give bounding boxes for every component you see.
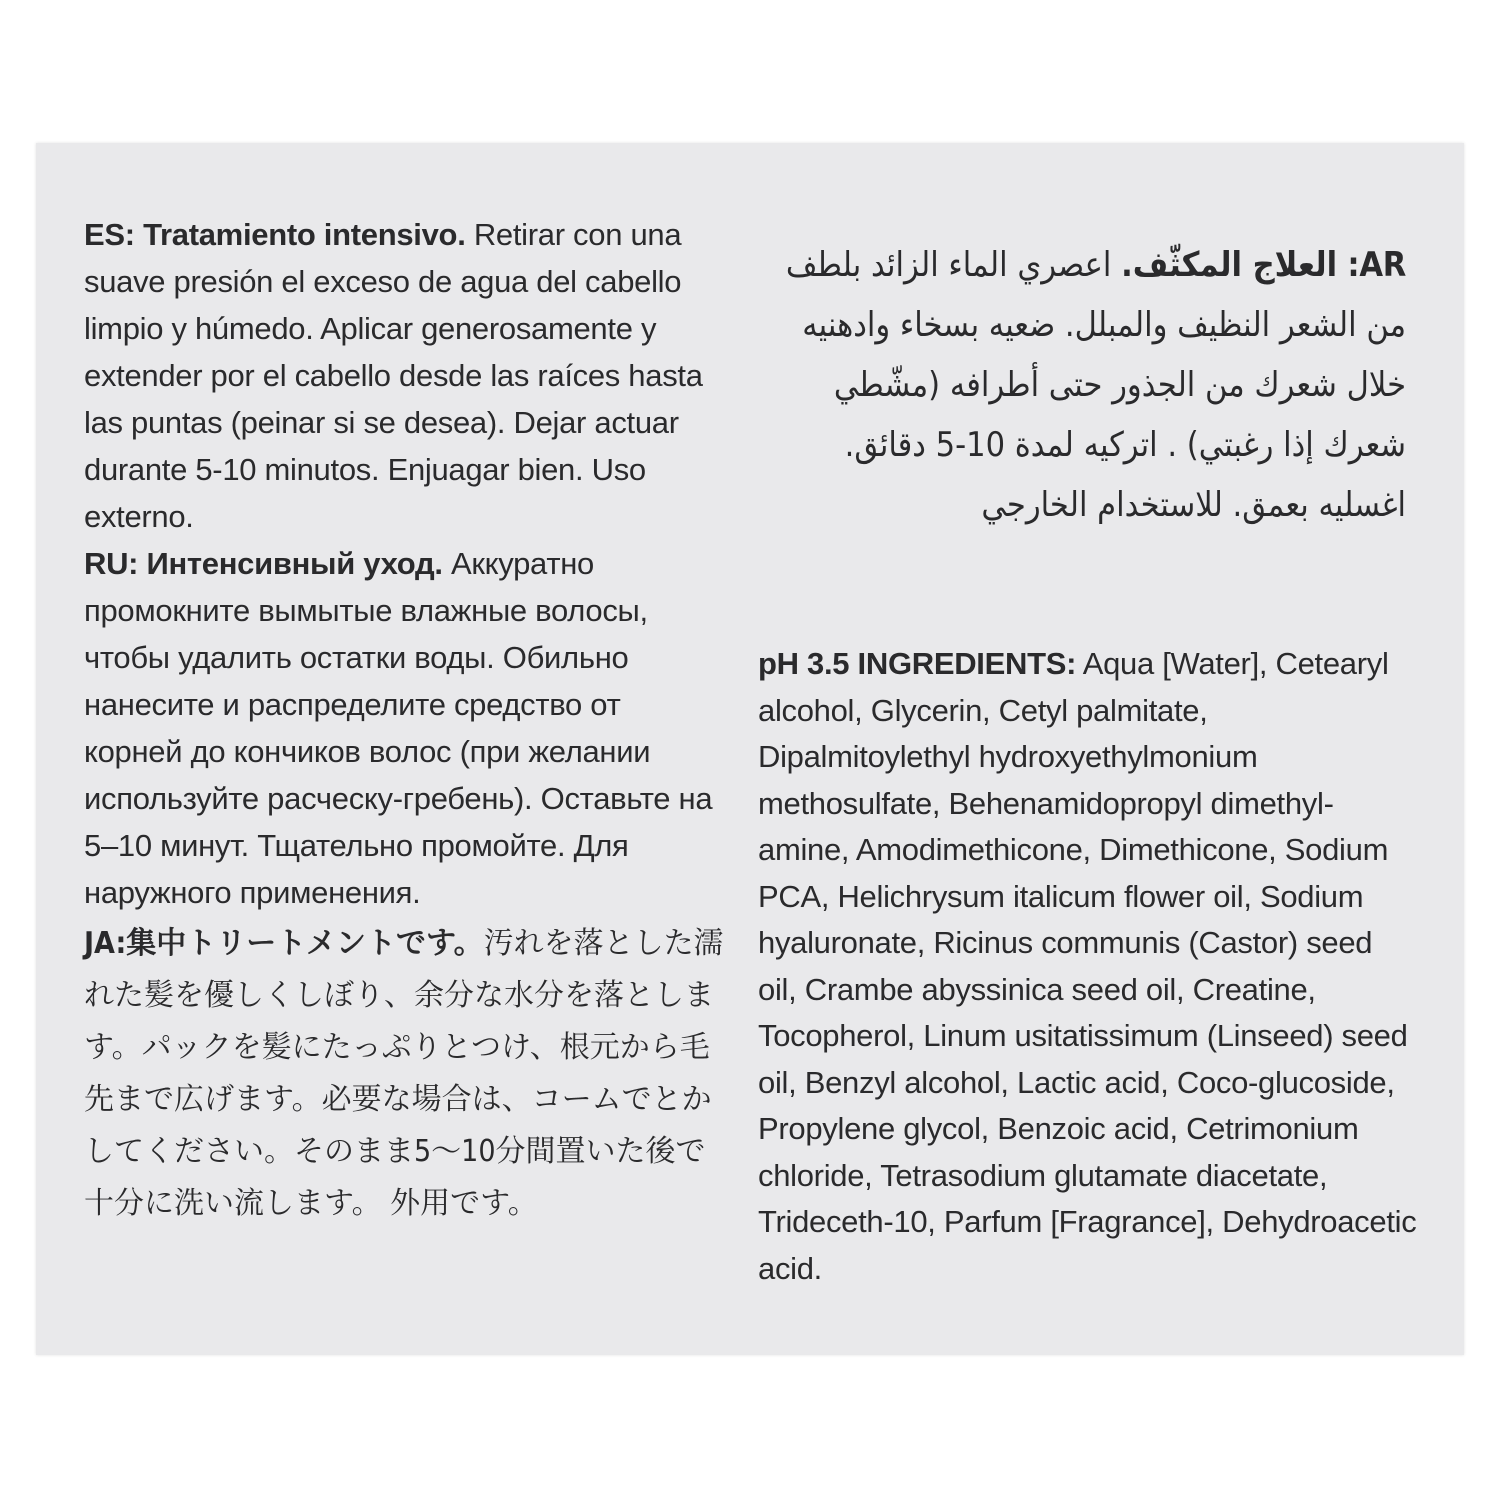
japanese-body: 汚れを落とした濡れた髪を優しくしぼり、余分な水分を落とします。パックを髪にたっぷりとつけ、根元から毛先まで広げます。必要な場合は、コームでとかしてください。そのまま5〜10分間置いた後で 十分に洗い流します。 外用です。 [84,926,724,1221]
russian-instructions [84,540,724,916]
spanish-body: Retirar con una suave presión el exceso de agua del cabello limpio y húmedo. Aplicar generosamente y extender por el cabello desde las raíces hasta las puntas (peinar si se desea). Dejar actuar durante 5-10 minutos. Enjuagar bien. Uso externo. [84,217,703,534]
japanese-lang-code: JA: [84,926,127,961]
product-label-card [36,143,1464,1355]
spanish-heading: ES: Tratamiento intensivo. [84,217,466,252]
ingredients-body: Aqua [Water], Cetearyl alcohol, Glycerin, Cetyl palmitate, Dipalmitoylethyl hydroxyethylmonium methosulfate, Behenamidopropyl dimethyl-amine, Amodimethicone, Dimethicone, Sodium PCA, Helichrysum italicum flower oil, Sodium hyaluronate, Ricinus communis (Castor) seed oil, Crambe abyssinica seed oil, Creatine, Tocopherol, Linum usitatissimum (Linseed) seed oil, Benzyl alcohol, Lactic acid, Coco-glucoside, Propylene glycol, Benzoic acid, Cetrimonium chloride, Tetrasodium glutamate diacetate, Trideceth-10, Parfum [Fragrance], Dehydroacetic acid. [758,646,1417,1286]
ingredients-heading: pH 3.5 INGREDIENTS: [758,646,1077,681]
russian-heading: RU: Интенсивный уход. [84,546,443,581]
arabic-instructions [766,235,1406,535]
russian-body: Аккуратно промокните вымытые влажные волосы, чтобы удалить остатки воды. Обильно нанесите и распределите средство от корней до кончиков волос (при желании используйте расческу-гребень). Оставьте на 5–10 минут. Тщательно промойте. Для наружного применения. [84,546,713,910]
left-column [84,211,724,1230]
japanese-heading: 集中トリートメントです。 [126,926,484,961]
ingredients-list [758,641,1418,1292]
spanish-instructions [84,211,724,540]
japanese-instructions [84,918,724,1230]
arabic-heading: AR: العلاج المكثّف. [1121,245,1406,285]
arabic-body: اعصري الماء الزائد بلطف من الشعر النظيف والمبلل. ضعيه بسخاء وادهنيه خلال شعرك من الجذور حتى أطرافه (مشّطي شعرك إذا رغبتي) . اتركيه لمدة 10-5 دقائق. اغسليه بعمق. للاستخدام الخارجي [785,245,1406,525]
